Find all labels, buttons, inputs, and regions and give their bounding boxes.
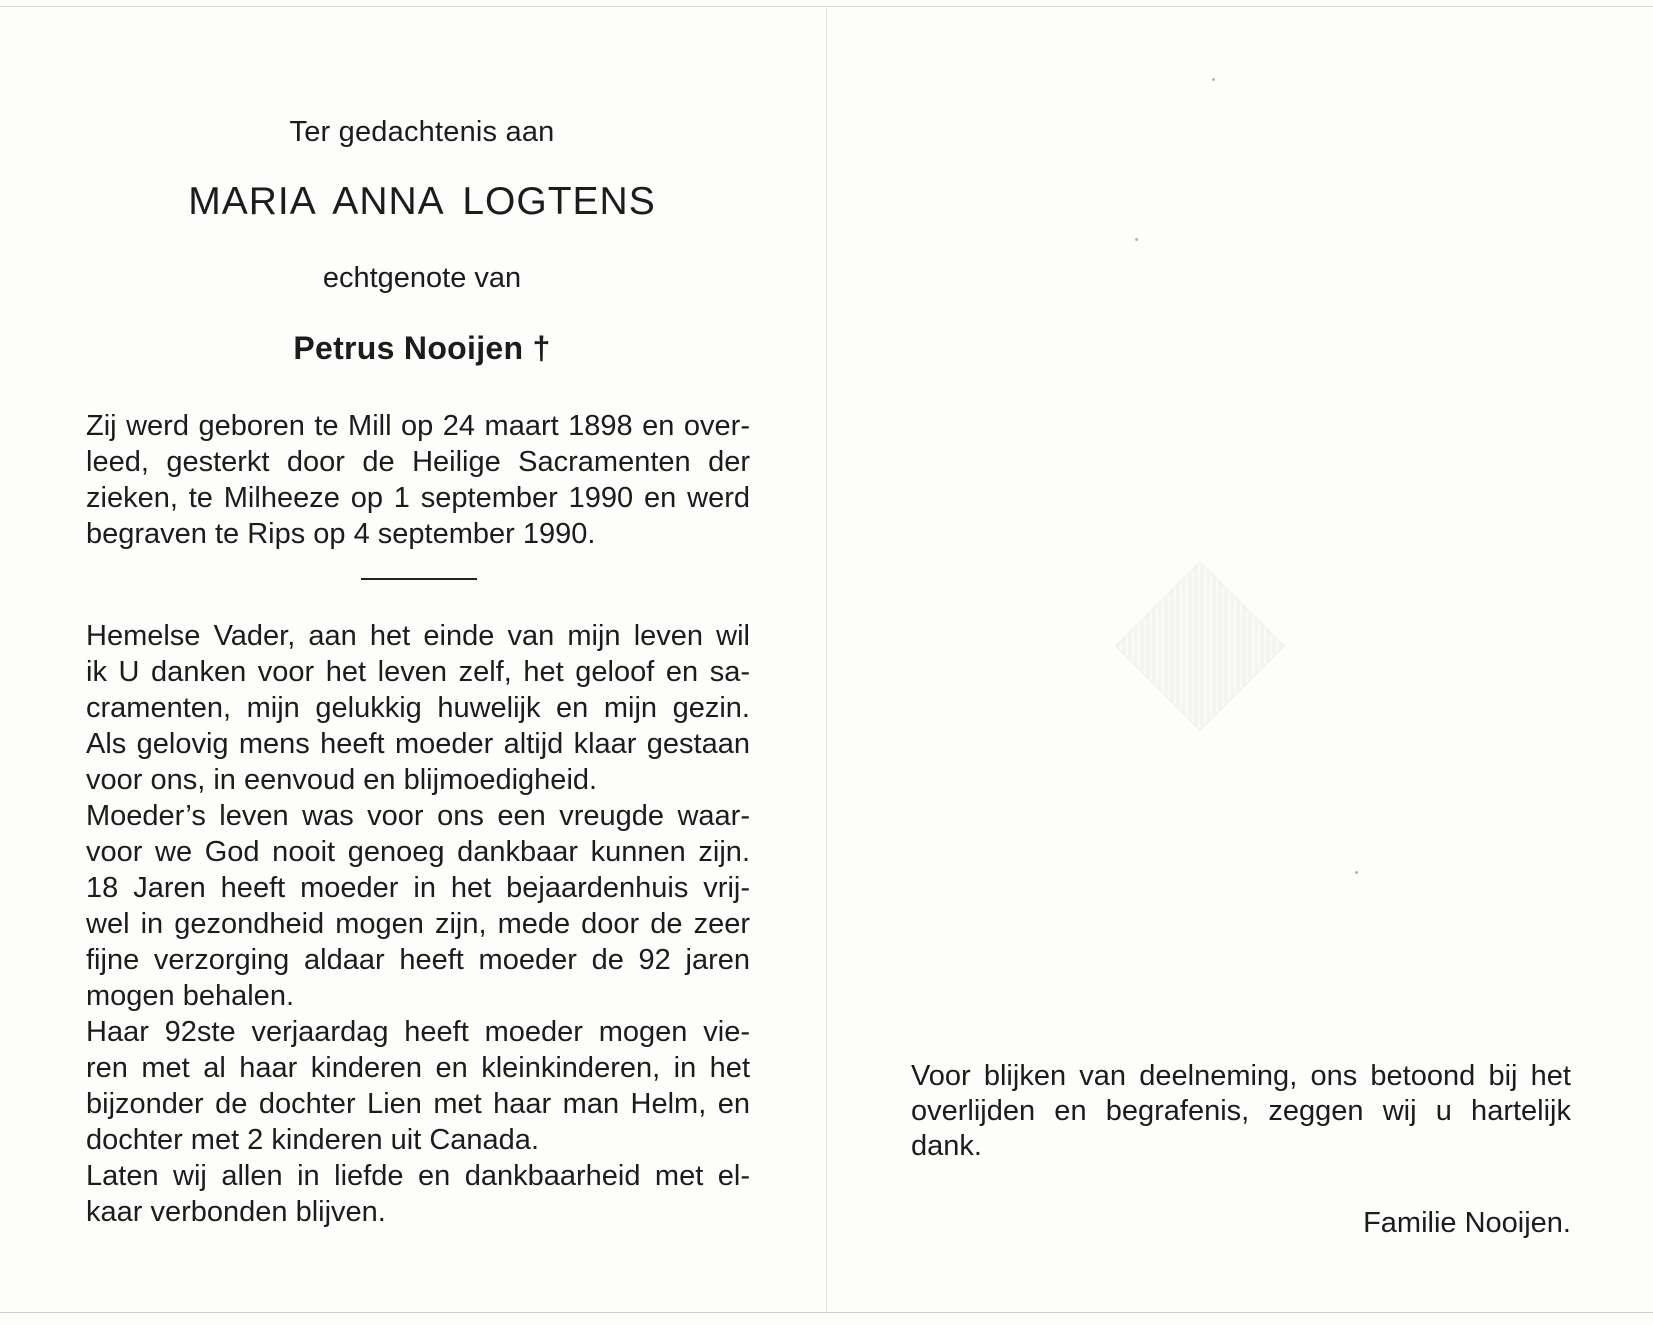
prayer-line: Haar 92ste verjaardag heeft moeder mogen vie-: [86, 1016, 750, 1048]
life-line: leed, gesterkt door de Heilige Sacramenten der: [86, 446, 750, 478]
life-line: Zij werd geboren te Mill op 24 maart 1898 en over-: [86, 410, 750, 442]
prayer-line: 18 Jaren heeft moeder in het bejaardenhuis vrij-: [86, 872, 750, 904]
prayer-line: ik U danken voor het leven zelf, het geloof en sa-: [86, 656, 750, 688]
life-line: zieken, te Milheeze op 1 september 1990 en werd: [86, 482, 750, 514]
prayer-line: Laten wij allen in liefde en dankbaarheid met el-: [86, 1160, 750, 1192]
prayer-line: Moeder’s leven was voor ons een vreugde waar-: [86, 800, 750, 832]
prayer-line: Als gelovig mens heeft moeder altijd klaar gestaan: [86, 728, 750, 760]
prayer-line: ren met al haar kinderen en kleinkinderen, in het: [86, 1052, 750, 1084]
life-line: begraven te Rips op 4 september 1990.: [86, 518, 596, 550]
deceased-name: MARIA ANNA LOGTENS: [188, 180, 656, 223]
life-paragraph: [86, 408, 750, 552]
card-fold-line: [826, 8, 827, 1312]
prayer-line: kaar verbonden blijven.: [86, 1196, 386, 1228]
thanks-line: dank.: [911, 1130, 982, 1162]
prayer-line: bijzonder de dochter Lien met haar man Helm, en: [86, 1088, 750, 1120]
thanks-line: Voor blijken van deelneming, ons betoond bij het: [911, 1060, 1571, 1092]
intro-text: Ter gedachtenis aan: [289, 116, 555, 148]
prayer-paragraph: [86, 618, 750, 1230]
spouse-name: Petrus Nooijen †: [293, 330, 551, 366]
prayer-line: voor ons, in eenvoud en blijmoedigheid.: [86, 764, 598, 796]
prayer-line: fijne verzorging aldaar heeft moeder de 92 jaren: [86, 944, 750, 976]
prayer-line: cramenten, mijn gelukkig huwelijk en mijn gezin.: [86, 692, 750, 724]
prayer-line: dochter met 2 kinderen uit Canada.: [86, 1124, 539, 1156]
prayer-line: wel in gezondheid mogen zijn, mede door de zeer: [86, 908, 750, 940]
prayer-line: mogen behalen.: [86, 980, 294, 1012]
thanks-paragraph: [911, 1059, 1571, 1164]
spouse-label: echtgenote van: [322, 262, 522, 294]
prayer-line: voor we God nooit genoeg dankbaar kunnen zijn.: [86, 836, 750, 868]
section-divider: [361, 578, 477, 580]
thanks-line: overlijden en begrafenis, zeggen wij u hartelijk: [911, 1095, 1571, 1127]
prayer-line: Hemelse Vader, aan het einde van mijn leven wil: [86, 620, 750, 652]
family-signature: Familie Nooijen.: [1363, 1207, 1571, 1239]
left-panel: [86, 0, 758, 1325]
right-panel: [911, 0, 1571, 1325]
